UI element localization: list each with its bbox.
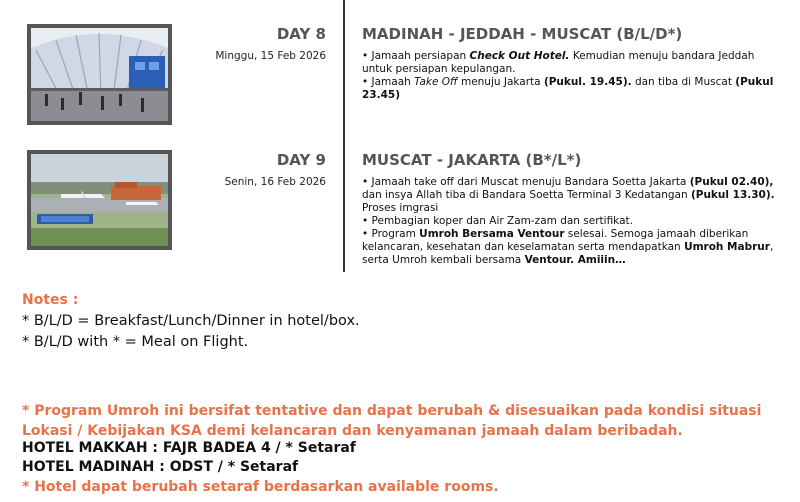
airport-apron-icon	[31, 154, 168, 246]
emphasis-text: (Pukul 13.30).	[690, 189, 775, 201]
apron-photo	[27, 150, 172, 250]
day-description	[362, 176, 782, 267]
emphasis-text: Ventour. Amiiin…	[524, 254, 626, 266]
description-line: • Jamaah persiapan Check Out Hotel. Kemudian menuju bandara Jeddah untuk persiapan kepulangan.	[362, 50, 755, 75]
description-line: • Program Umroh Bersama Ventour selesai. Semoga jamaah diberikan kelancaran, kesehatan dan keselamatan serta mendapatkan Umroh Mabrur, serta Umroh kembali bersama Ventour. Amiiin…	[362, 228, 774, 266]
day-label: DAY 9	[276, 151, 326, 169]
description-line: • Pembagian koper dan Air Zam-zam dan sertifikat.	[362, 215, 633, 227]
day-label: DAY 8	[276, 25, 326, 43]
day-date: Minggu, 15 Feb 2026	[215, 50, 326, 62]
hotel-madinah: HOTEL MADINAH : ODST / * Setaraf	[22, 459, 299, 475]
description-line: • Jamaah take off dari Muscat menuju Bandara Soetta Jakarta (Pukul 02.40), dan insya Allah tiba di Bandara Soetta Terminal 3 Kedatangan (Pukul 13.30). Proses imgrasi	[362, 176, 775, 214]
emphasis-text: Check Out Hotel.	[469, 50, 570, 62]
airport-terminal-icon	[31, 28, 168, 121]
terminal-photo	[27, 24, 172, 125]
description-line: • Jamaah Take Off menuju Jakarta (Pukul. 19.45). dan tiba di Muscat (Pukul 23.45)	[362, 76, 774, 101]
italic-text: Take Off	[414, 76, 458, 88]
route-title: MADINAH - JEDDAH - MUSCAT (B/L/D*)	[362, 25, 683, 43]
hotel-makkah: HOTEL MAKKAH : FAJR BADEA 4 / * Setaraf	[22, 440, 356, 456]
disclaimer: * Program Umroh ini bersifat tentative dan dapat berubah & disesuaikan pada kondisi situasi Lokasi / Kebijakan KSA demi kelancaran dan kenyamanan jamaah dalam beribadah.	[22, 403, 762, 439]
emphasis-text: (Pukul 23.45)	[362, 76, 774, 101]
note-item: * B/L/D with * = Meal on Flight.	[22, 334, 249, 350]
emphasis-text: (Pukul. 19.45).	[543, 76, 632, 88]
day-description	[362, 50, 782, 102]
note-item: * B/L/D = Breakfast/Lunch/Dinner in hotel/box.	[22, 313, 360, 329]
route-title: MUSCAT - JAKARTA (B*/L*)	[362, 151, 582, 169]
notes-title: Notes :	[22, 292, 79, 308]
day-date: Senin, 16 Feb 2026	[224, 176, 326, 188]
emphasis-text: Umroh Bersama Ventour	[419, 228, 565, 240]
hotel-note: * Hotel dapat berubah setaraf berdasarkan available rooms.	[22, 479, 499, 495]
timeline-divider	[343, 0, 345, 272]
emphasis-text: Umroh Mabrur	[684, 241, 770, 253]
emphasis-text: (Pukul 02.40),	[689, 176, 774, 188]
